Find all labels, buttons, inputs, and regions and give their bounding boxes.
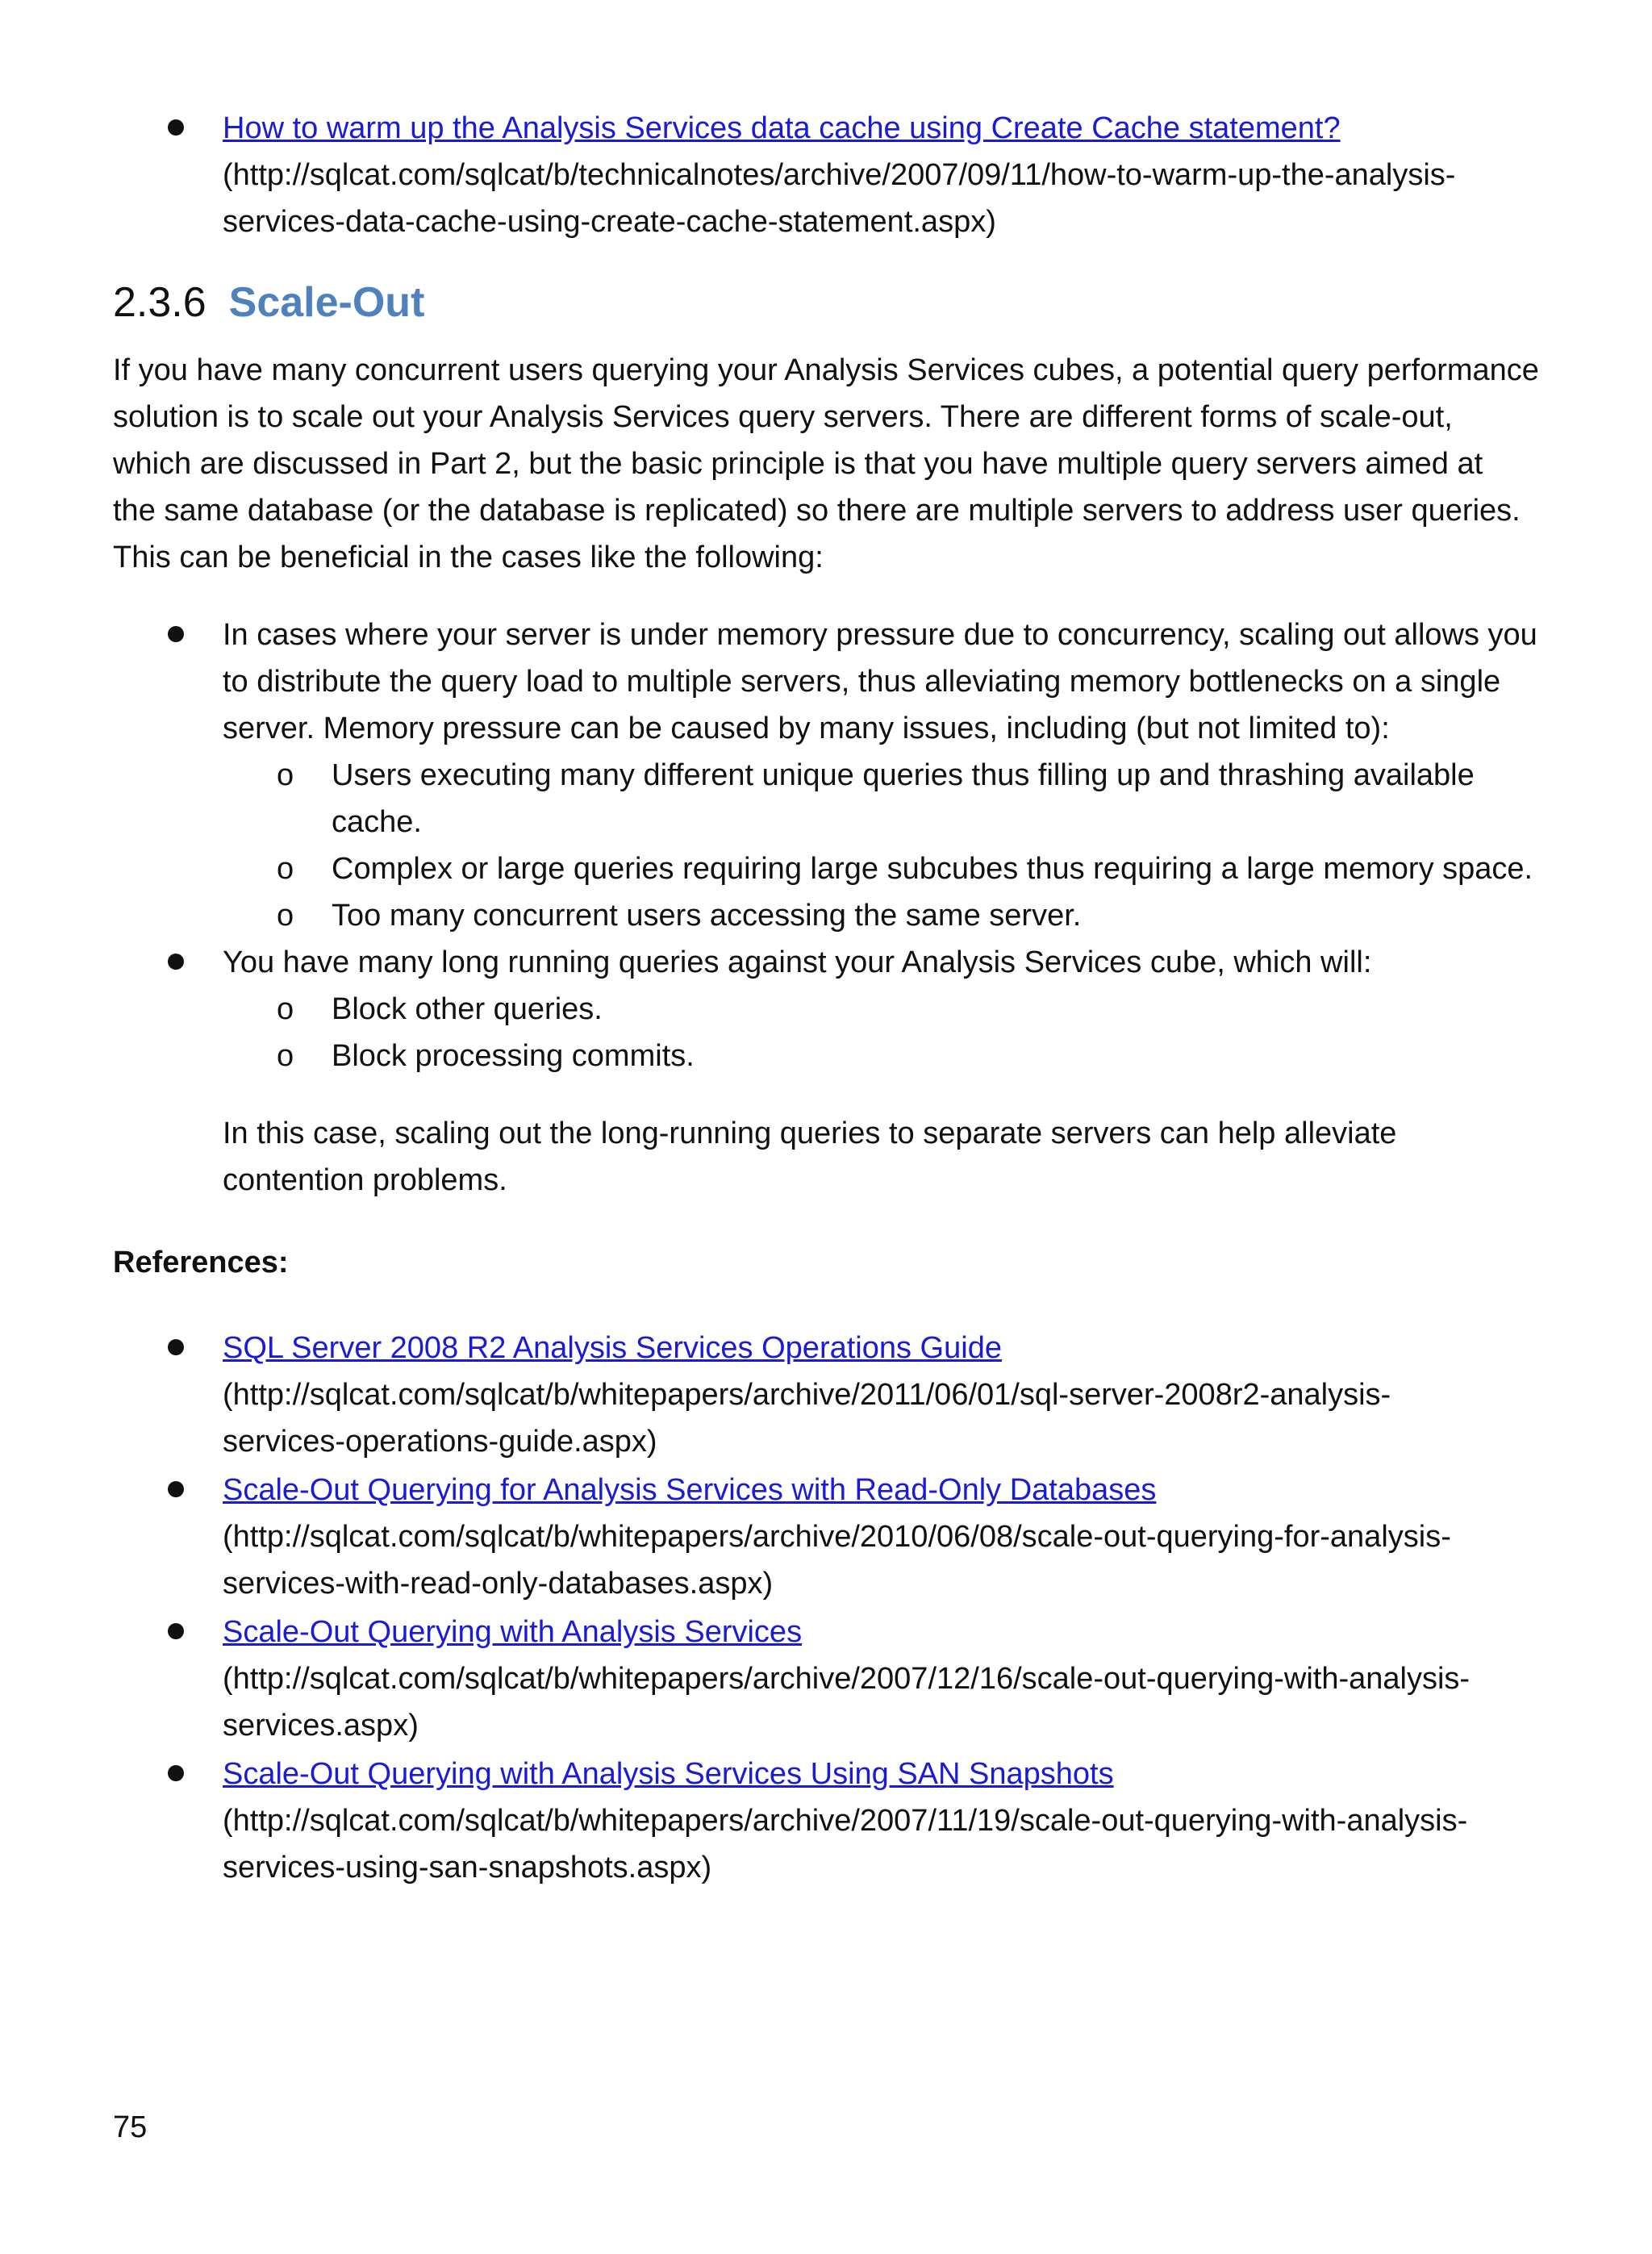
page-number: 75 — [113, 2110, 148, 2144]
reference-url-line: (http://sqlcat.com/sqlcat/b/whitepapers/archive/2007/11/19/scale-out-querying-with-analysis- — [223, 1804, 1468, 1838]
top-reference-item — [223, 105, 1546, 245]
case-item-long-running: You have many long running queries against your Analysis Services cube, which will: — [223, 945, 1372, 979]
intro-line: solution is to scale out your Analysis Services query servers. There are different forms of scale-out, — [113, 400, 1453, 434]
section-title: Scale-Out — [228, 279, 425, 326]
sub-item-block-commits: Block processing commits. — [332, 1039, 695, 1073]
section-number: 2.3.6 — [113, 279, 206, 326]
reference-url-line: services-operations-guide.aspx) — [223, 1425, 657, 1459]
case-item-memory-pressure — [223, 612, 1546, 752]
reference-link[interactable]: Scale-Out Querying for Analysis Services with Read-Only Databases — [223, 1473, 1157, 1507]
bullet-icon — [168, 954, 184, 970]
reference-url-line: services-using-san-snapshots.aspx) — [223, 1851, 712, 1885]
bullet-icon — [168, 1623, 184, 1639]
sub-item-line: cache. — [332, 805, 422, 839]
reference-item — [223, 1751, 1546, 1891]
sub-item-line: Users executing many different unique queries thus filling up and thrashing available — [332, 758, 1475, 792]
bullet-icon — [168, 1339, 184, 1355]
sub-item-large-queries: Complex or large queries requiring large subcubes thus requiring a large memory space. — [332, 852, 1533, 886]
reference-url-line: (http://sqlcat.com/sqlcat/b/whitepapers/archive/2011/06/01/sql-server-2008r2-analysis- — [223, 1378, 1391, 1412]
reference-item — [223, 1467, 1546, 1607]
sub-item-unique-queries — [332, 752, 1558, 845]
case-conclusion — [223, 1110, 1546, 1204]
sub-bullet-marker: o — [277, 852, 294, 886]
top-reference-link[interactable]: How to warm up the Analysis Services data cache using Create Cache statement? — [223, 111, 1341, 145]
reference-url-line: services-with-read-only-databases.aspx) — [223, 1567, 774, 1601]
reference-link[interactable]: Scale-Out Querying with Analysis Services — [223, 1615, 803, 1649]
intro-line: the same database (or the database is replicated) so there are multiple servers to address user queries. — [113, 494, 1521, 528]
section-heading — [113, 274, 424, 331]
reference-item — [223, 1609, 1546, 1749]
reference-url-line: (http://sqlcat.com/sqlcat/b/whitepapers/archive/2010/06/08/scale-out-querying-for-analysis- — [223, 1520, 1451, 1554]
conclusion-line: contention problems. — [223, 1163, 507, 1197]
case-line: to distribute the query load to multiple servers, thus alleviating memory bottlenecks on a single — [223, 665, 1501, 699]
bullet-icon — [168, 1765, 184, 1781]
case-line: server. Memory pressure can be caused by many issues, including (but not limited to): — [223, 712, 1390, 745]
bullet-icon — [168, 626, 184, 642]
conclusion-line: In this case, scaling out the long-running queries to separate servers can help alleviate — [223, 1117, 1397, 1150]
bullet-icon — [168, 1481, 184, 1497]
sub-bullet-marker: o — [277, 1039, 294, 1073]
top-reference-url-line-2: services-data-cache-using-create-cache-statement.aspx) — [223, 205, 996, 239]
intro-line: If you have many concurrent users querying your Analysis Services cubes, a potential query performance — [113, 353, 1539, 387]
sub-bullet-marker: o — [277, 899, 294, 933]
sub-bullet-marker: o — [277, 992, 294, 1026]
reference-link[interactable]: Scale-Out Querying with Analysis Services Using SAN Snapshots — [223, 1757, 1114, 1791]
top-reference-url-line-1: (http://sqlcat.com/sqlcat/b/technicalnotes/archive/2007/09/11/how-to-warm-up-the-analysis- — [223, 158, 1456, 192]
case-line: In cases where your server is under memory pressure due to concurrency, scaling out allows you — [223, 618, 1537, 652]
reference-link[interactable]: SQL Server 2008 R2 Analysis Services Operations Guide — [223, 1331, 1002, 1365]
sub-item-block-queries: Block other queries. — [332, 992, 603, 1026]
intro-line: This can be beneficial in the cases like the following: — [113, 541, 824, 574]
reference-url-line: services.aspx) — [223, 1709, 419, 1743]
references-heading: References: — [113, 1246, 289, 1279]
reference-item — [223, 1325, 1546, 1465]
sub-bullet-marker: o — [277, 758, 294, 792]
intro-line: which are discussed in Part 2, but the basic principle is that you have multiple query servers aimed at — [113, 447, 1483, 481]
reference-url-line: (http://sqlcat.com/sqlcat/b/whitepapers/archive/2007/12/16/scale-out-querying-with-analysis- — [223, 1662, 1471, 1696]
sub-item-concurrent-users: Too many concurrent users accessing the same server. — [332, 899, 1082, 933]
bullet-icon — [168, 119, 184, 136]
intro-paragraph — [113, 347, 1557, 581]
